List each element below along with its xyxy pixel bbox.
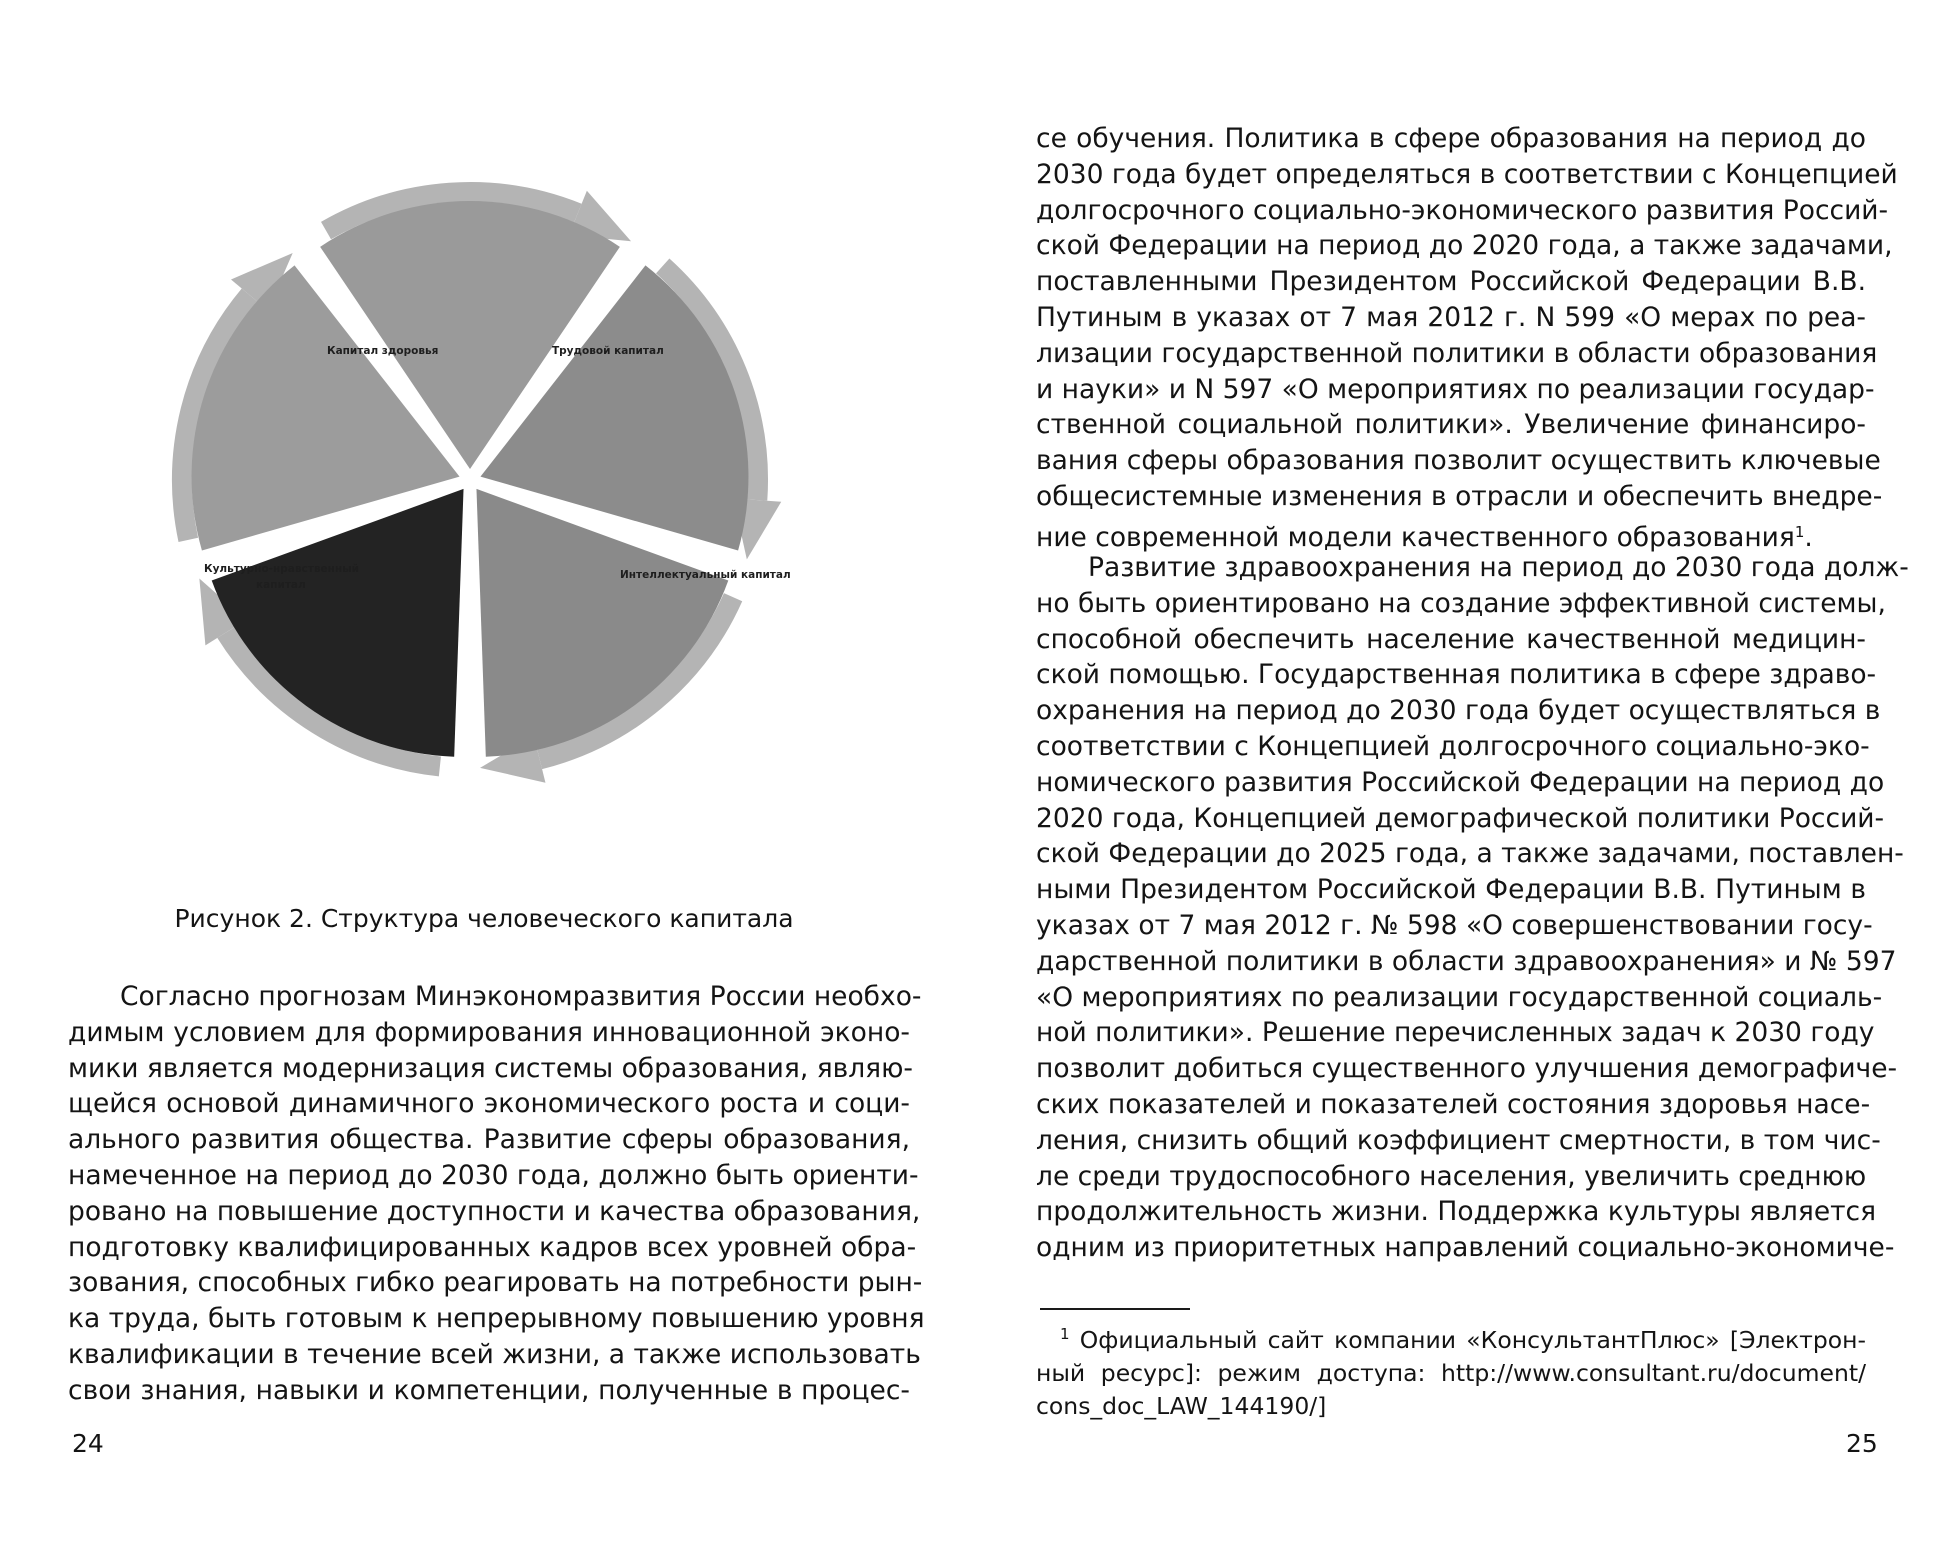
- text-line: квалификации в течение всей жизни, а также использовать: [68, 1338, 921, 1370]
- text-line-content: ние современной модели качественного образования: [1036, 521, 1795, 553]
- text-line: ской Федерации до 2025 года, а также задачами, поставлен-: [1036, 838, 1904, 870]
- text-line: зования, способных гибко реагировать на потребности рын-: [68, 1267, 923, 1299]
- text-line: мики является модернизация системы образования, являю-: [68, 1052, 913, 1084]
- footnote-line: cons_doc_LAW_144190/]: [1036, 1392, 1327, 1420]
- footnote: [1036, 1318, 1866, 1423]
- text-line: Путиным в указах от 7 мая 2012 г. N 599 «О мерах по реа-: [1036, 301, 1866, 333]
- label-cultural-moral-capital-line2: капитал: [256, 579, 306, 591]
- footnote-line: [1036, 1318, 1866, 1357]
- text-line: указах от 7 мая 2012 г. № 598 «О совершенствовании госу-: [1036, 909, 1873, 941]
- page-number-right: 25: [1846, 1429, 1878, 1458]
- text-line: и науки» и N 597 «О мероприятиях по реализации государ-: [1036, 373, 1875, 405]
- text-line: ских показателей и показателей состояния здоровья насе-: [1036, 1088, 1871, 1120]
- label-labor-capital: Трудовой капитал: [552, 345, 664, 357]
- label-intellectual-capital: Интеллектуальный капитал: [620, 569, 791, 581]
- text-line: поставленными Президентом Российской Федерации В.В.: [1036, 266, 1866, 298]
- text-line: дарственной политики в области здравоохранения» и № 597: [1036, 945, 1897, 977]
- text-line: долгосрочного социально-экономического развития Россий-: [1036, 194, 1889, 226]
- footnote-reference: 1: [1794, 522, 1805, 541]
- label-health-capital: Капитал здоровья: [327, 345, 439, 357]
- text-line: позволит добиться существенного улучшения демографиче-: [1036, 1053, 1898, 1085]
- footnote-divider: [1040, 1308, 1190, 1310]
- label-cultural-moral-capital-line1: Культурно-нравственный: [204, 563, 359, 575]
- text-line: 2030 года будет определяться в соответствии с Концепцией: [1036, 158, 1898, 190]
- right-paragraph-1: [1036, 121, 1898, 556]
- footnote-line-content: Официальный сайт компании «КонсультантПлюс» [Электрон-: [1079, 1326, 1866, 1354]
- text-line: свои знания, навыки и компетенции, полученные в процес-: [68, 1374, 910, 1406]
- text-line: ровано на повышение доступности и качества образования,: [68, 1195, 921, 1227]
- text-line: соответствии с Концепцией долгосрочного социально-эко-: [1036, 730, 1870, 762]
- text-line: «О мероприятиях по реализации государственной социаль-: [1036, 981, 1883, 1013]
- text-line: номического развития Российской Федерации на период до: [1036, 766, 1885, 798]
- footnote-line: ный ресурс]: режим доступа: http://www.consultant.ru/document/: [1036, 1359, 1866, 1387]
- text-line: щейся основой динамичного экономического роста и соци-: [68, 1088, 910, 1120]
- text-line: ными Президентом Российской Федерации В.В. Путиным в: [1036, 874, 1866, 906]
- text-line: одним из приоритетных направлений социально-экономиче-: [1036, 1232, 1895, 1264]
- text-line: подготовку квалифицированных кадров всех уровней обра-: [68, 1231, 917, 1263]
- human-capital-diagram: [160, 150, 840, 870]
- text-line: продолжительность жизни. Поддержка культуры является: [1036, 1196, 1877, 1228]
- text-line: вания сферы образования позволит осуществить ключевые: [1036, 445, 1881, 477]
- text-line: ние современной модели качественного образования$^1$.: [1036, 521, 1813, 553]
- text-line: Согласно прогнозам Минэкономразвития России необхо-: [120, 981, 922, 1012]
- text-line: способной обеспечить население качественной медицин-: [1036, 623, 1866, 655]
- text-line: се обучения. Политика в сфере образования на период до: [1036, 123, 1866, 154]
- text-line: ской помощью. Государственная политика в сфере здраво-: [1036, 659, 1877, 691]
- right-paragraph-2: [1036, 550, 1909, 1266]
- text-line: ле среди трудоспособного населения, увеличить среднюю: [1036, 1160, 1867, 1192]
- text-line: ления, снизить общий коэффициент смертности, в том чис-: [1036, 1124, 1881, 1156]
- text-line: Развитие здравоохранения на период до 2030 года долж-: [1088, 552, 1909, 583]
- text-line: но быть ориентировано на создание эффективной системы,: [1036, 587, 1886, 619]
- text-line: общесистемные изменения в отрасли и обеспечить внедре-: [1036, 480, 1883, 512]
- figure-caption: Рисунок 2. Структура человеческого капитала: [174, 904, 794, 933]
- footnote-marker: 1: [1060, 1325, 1070, 1343]
- text-line: димым условием для формирования инновационной эконо-: [68, 1016, 910, 1048]
- text-line: ального развития общества. Развитие сферы образования,: [68, 1124, 910, 1156]
- text-line: ской Федерации на период до 2020 года, а также задачами,: [1036, 230, 1893, 262]
- text-line: ственной социальной политики». Увеличение финансиро-: [1036, 409, 1866, 441]
- text-line: охранения на период до 2030 года будет осуществляться в: [1036, 695, 1881, 727]
- text-line: намеченное на период до 2030 года, должно быть ориенти-: [68, 1159, 919, 1191]
- right-page: [968, 0, 1936, 1564]
- text-line: лизации государственной политики в области образования: [1036, 337, 1878, 369]
- left-paragraph: [68, 979, 925, 1409]
- page-number-left: 24: [72, 1429, 104, 1458]
- text-line: ной политики». Решение перечисленных задач к 2030 году: [1036, 1017, 1875, 1049]
- text-line: 2020 года, Концепцией демографической политики Россий-: [1036, 802, 1885, 834]
- text-line: ка труда, быть готовым к непрерывному повышению уровня: [68, 1303, 925, 1335]
